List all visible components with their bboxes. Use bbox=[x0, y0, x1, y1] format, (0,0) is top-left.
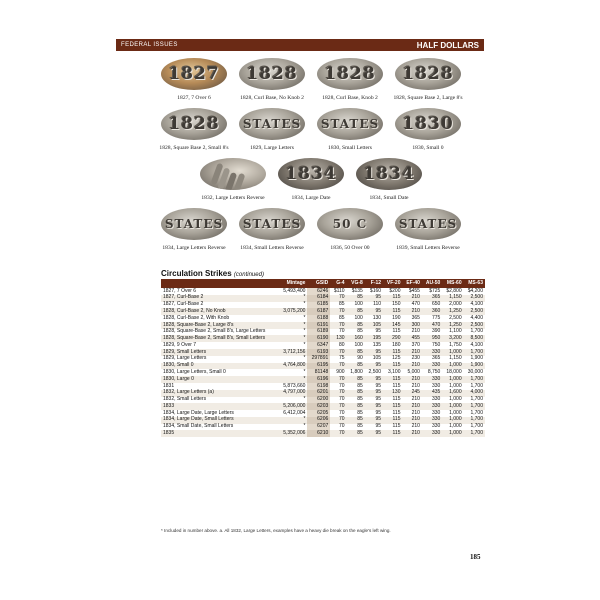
coin-image-1827: 1827 bbox=[161, 58, 227, 90]
price-cell: 330 bbox=[422, 417, 442, 424]
price-cell: 115 bbox=[392, 423, 401, 430]
price-cell: 1,000 bbox=[449, 382, 462, 389]
price-cell: 85 bbox=[357, 423, 363, 430]
price-cell: 85 bbox=[357, 382, 363, 389]
price-cell: 1,000 bbox=[442, 363, 463, 370]
mintage-cell: 6,412,004 bbox=[283, 409, 306, 416]
price-cell: $200 bbox=[389, 287, 401, 294]
table-header-row bbox=[161, 279, 485, 288]
gsid-cell: 6205 bbox=[307, 410, 330, 417]
price-cell: $2,800 bbox=[446, 287, 462, 294]
gsid-cell: 6206 bbox=[307, 417, 330, 424]
price-cell: 95 bbox=[375, 328, 382, 335]
gsid-cell: 297891 bbox=[307, 356, 330, 363]
gsid-cell: 6201 bbox=[307, 390, 330, 397]
circulation-strikes-table bbox=[161, 279, 485, 437]
gsid-cell: 6207 bbox=[307, 424, 330, 431]
column-header-vf-20: VF-20 bbox=[383, 279, 402, 288]
price-cell: 85 bbox=[347, 295, 365, 302]
gsid-cell: 81148 bbox=[307, 369, 330, 376]
price-cell: 1,000 bbox=[442, 417, 463, 424]
price-cell: 85 bbox=[347, 376, 365, 383]
price-cell: 1,700 bbox=[470, 396, 483, 403]
coin-caption: 1829, Large Letters bbox=[250, 145, 294, 151]
coin-image-states: STATES bbox=[161, 208, 227, 240]
variety-cell: 1834, Large Date, Small Letters bbox=[161, 417, 278, 424]
price-cell: 95 bbox=[365, 308, 383, 315]
price-cell: 210 bbox=[403, 417, 422, 424]
variety-cell: 1827, 7 Over 6 bbox=[163, 287, 197, 294]
price-cell: 190 bbox=[392, 314, 401, 321]
gsid-cell: 6198 bbox=[307, 383, 330, 390]
price-cell: 145 bbox=[383, 322, 402, 329]
mintage-cell: * bbox=[278, 295, 307, 302]
price-cell: 1,700 bbox=[464, 430, 485, 437]
mintage-cell: * bbox=[303, 341, 306, 348]
coin-image-states: STATES bbox=[395, 208, 461, 240]
price-cell: 1,000 bbox=[449, 409, 462, 416]
variety-cell: 1829, 9 Over 7 bbox=[163, 341, 197, 348]
mintage-cell: * bbox=[303, 368, 306, 375]
price-cell: 330 bbox=[422, 376, 442, 383]
price-cell: $135 bbox=[351, 287, 363, 294]
gsid-cell: 6193 bbox=[307, 349, 330, 356]
price-cell: 70 bbox=[339, 396, 345, 403]
variety-cell: 1835 bbox=[161, 430, 278, 437]
price-cell: 85 bbox=[357, 328, 363, 335]
price-cell: 85 bbox=[339, 301, 345, 308]
price-cell: 1,750 bbox=[449, 341, 462, 348]
price-cell: 115 bbox=[392, 328, 401, 335]
mintage-cell: 3,712,156 bbox=[278, 349, 307, 356]
price-cell: 85 bbox=[347, 390, 365, 397]
gsid-cell: 6184 bbox=[307, 295, 330, 302]
price-cell: 210 bbox=[403, 349, 422, 356]
coin-caption: 1828, Square Base 2, Small 8's bbox=[159, 145, 229, 151]
price-cell: 100 bbox=[354, 341, 363, 348]
coin-image-1828: 1828 bbox=[395, 58, 461, 90]
price-cell: 1,900 bbox=[464, 363, 485, 370]
price-cell: 210 bbox=[411, 409, 420, 416]
mintage-cell: 5,352,006 bbox=[278, 430, 307, 437]
price-cell: 135 bbox=[372, 341, 382, 348]
gsid-cell: 6187 bbox=[307, 308, 330, 315]
variety-cell: 1828, Curl-Base 2, With Knob bbox=[163, 314, 230, 321]
price-cell: 95 bbox=[365, 417, 383, 424]
mintage-cell: 4,797,000 bbox=[278, 390, 307, 397]
gsid-cell: 6210 bbox=[307, 430, 330, 437]
price-cell: 4,000 bbox=[464, 390, 485, 397]
price-cell: 70 bbox=[330, 322, 346, 329]
price-cell: 1,700 bbox=[470, 328, 483, 335]
price-cell: 210 bbox=[403, 308, 422, 315]
price-cell: 4,100 bbox=[470, 341, 483, 348]
column-header-au-50: AU-50 bbox=[422, 279, 442, 288]
price-cell: 2,500 bbox=[464, 295, 485, 302]
price-cell: 70 bbox=[339, 409, 345, 416]
coin-image-eagle bbox=[200, 158, 266, 190]
mintage-cell: * bbox=[303, 423, 306, 430]
price-cell: 115 bbox=[383, 308, 402, 315]
price-cell: 115 bbox=[383, 363, 402, 370]
price-cell: 115 bbox=[383, 430, 402, 437]
variety-cell: 1830, Large 0 bbox=[161, 376, 278, 383]
price-cell: 100 bbox=[354, 314, 363, 321]
table-row bbox=[161, 430, 485, 437]
price-cell: 2,500 bbox=[464, 322, 485, 329]
footnote: * Included in number above. a. All 1832, Large Letters, examples have a heavy die break on the eagle's left wing. bbox=[161, 528, 391, 533]
coin-image-50c: 50 C bbox=[317, 208, 383, 240]
price-cell: 3,100 bbox=[387, 368, 401, 375]
price-cell: 70 bbox=[330, 390, 346, 397]
price-cell: 70 bbox=[330, 308, 346, 315]
price-cell: 1,700 bbox=[464, 403, 485, 410]
price-cell: 390 bbox=[431, 328, 441, 335]
price-cell: 1,700 bbox=[470, 382, 483, 389]
mintage-cell: 5,493,400 bbox=[283, 287, 306, 294]
price-cell: 1,000 bbox=[442, 430, 463, 437]
price-cell: 95 bbox=[375, 382, 382, 389]
price-cell: 210 bbox=[411, 328, 420, 335]
coin-caption: 1830, Small Letters bbox=[328, 145, 372, 151]
price-cell: 75 bbox=[339, 355, 345, 362]
price-cell: 1,700 bbox=[464, 349, 485, 356]
mintage-cell: * bbox=[303, 396, 306, 403]
variety-cell: 1832, Large Letters (a) bbox=[161, 390, 278, 397]
price-cell: 1,000 bbox=[442, 403, 463, 410]
price-cell: 115 bbox=[383, 295, 402, 302]
price-cell: 365 bbox=[422, 295, 442, 302]
price-cell: 1,000 bbox=[449, 423, 462, 430]
price-cell: 70 bbox=[339, 328, 345, 335]
price-cell: 70 bbox=[330, 430, 346, 437]
gsid-cell: 6190 bbox=[307, 335, 330, 342]
price-cell: 85 bbox=[347, 430, 365, 437]
price-cell: 1,250 bbox=[442, 308, 463, 315]
coin-caption: 1828, Curl Base, No Knob 2 bbox=[240, 95, 304, 101]
price-cell: 105 bbox=[365, 322, 383, 329]
price-cell: 95 bbox=[375, 423, 382, 430]
table-row bbox=[161, 342, 485, 349]
coin-image-1830: 1830 bbox=[395, 108, 461, 140]
price-cell: 18,000 bbox=[446, 368, 462, 375]
price-cell: 125 bbox=[392, 355, 401, 362]
price-cell: 115 bbox=[392, 382, 401, 389]
variety-cell: 1829, Large Letters bbox=[163, 355, 207, 362]
price-cell: 8,750 bbox=[427, 368, 441, 375]
price-cell: 1,000 bbox=[442, 376, 463, 383]
page-header bbox=[116, 39, 484, 51]
price-cell: 70 bbox=[330, 376, 346, 383]
price-cell: 95 bbox=[365, 390, 383, 397]
price-cell: 3,200 bbox=[442, 335, 463, 342]
coin-caption: 1828, Square Base 2, Large 8's bbox=[393, 95, 463, 101]
price-cell: 470 bbox=[422, 322, 442, 329]
section-title bbox=[161, 269, 264, 278]
price-cell: 1,700 bbox=[470, 423, 483, 430]
price-cell: 95 bbox=[365, 349, 383, 356]
price-cell: 4,100 bbox=[470, 301, 483, 308]
price-cell: 8,500 bbox=[464, 335, 485, 342]
price-cell: 300 bbox=[403, 322, 422, 329]
price-cell: 1,700 bbox=[470, 409, 483, 416]
variety-cell: 1830, Small 0 bbox=[161, 363, 278, 370]
gsid-cell: 6200 bbox=[307, 397, 330, 404]
price-cell: 435 bbox=[422, 390, 442, 397]
price-cell: 1,600 bbox=[442, 390, 463, 397]
price-cell: 330 bbox=[431, 409, 441, 416]
price-cell: 95 bbox=[365, 403, 383, 410]
price-cell: 30,000 bbox=[467, 368, 483, 375]
mintage-cell: * bbox=[303, 314, 306, 321]
column-header-variety bbox=[161, 279, 278, 288]
mintage-cell: * bbox=[303, 328, 306, 335]
price-cell: 70 bbox=[330, 403, 346, 410]
mintage-cell: * bbox=[303, 301, 306, 308]
price-cell: 2,500 bbox=[368, 368, 382, 375]
coin-caption: 1839, Small Letters Reverse bbox=[396, 245, 460, 251]
price-cell: 160 bbox=[347, 335, 365, 342]
price-cell: 470 bbox=[411, 301, 420, 308]
price-cell: 85 bbox=[347, 403, 365, 410]
price-cell: 70 bbox=[339, 423, 345, 430]
price-cell: 230 bbox=[411, 355, 420, 362]
price-cell: 95 bbox=[365, 363, 383, 370]
price-cell: 130 bbox=[383, 390, 402, 397]
price-cell: 115 bbox=[383, 417, 402, 424]
price-cell: 70 bbox=[330, 417, 346, 424]
variety-cell: 1828, Square-Base 2, Small 8's, Small Letters bbox=[161, 335, 278, 342]
price-cell: 2,500 bbox=[464, 308, 485, 315]
price-cell: 105 bbox=[372, 355, 382, 362]
price-cell: 210 bbox=[411, 396, 420, 403]
mintage-cell: 4,764,800 bbox=[278, 363, 307, 370]
section-continued: (continued) bbox=[233, 272, 264, 278]
table-row bbox=[161, 376, 485, 383]
price-cell: 365 bbox=[411, 314, 420, 321]
coin-caption: 1827, 7 Over 6 bbox=[177, 95, 211, 101]
coin-caption: 1834, Small Date bbox=[369, 195, 409, 201]
price-cell: 210 bbox=[403, 403, 422, 410]
price-cell: 1,000 bbox=[449, 396, 462, 403]
gsid-cell: 6185 bbox=[307, 302, 330, 309]
coin-caption: 1830, Small 0 bbox=[412, 145, 444, 151]
column-header-mintage: Mintage bbox=[278, 279, 307, 288]
price-cell: 150 bbox=[392, 301, 401, 308]
price-cell: 1,800 bbox=[350, 368, 363, 375]
price-cell: 115 bbox=[383, 349, 402, 356]
price-cell: 110 bbox=[373, 301, 382, 308]
price-cell: 70 bbox=[339, 382, 345, 389]
price-cell: 2,500 bbox=[449, 314, 462, 321]
price-cell: 750 bbox=[431, 341, 441, 348]
price-cell: 115 bbox=[383, 376, 402, 383]
price-cell: 90 bbox=[357, 355, 363, 362]
price-cell: 330 bbox=[431, 423, 441, 430]
price-cell: 1,700 bbox=[464, 417, 485, 424]
variety-cell: 1828, Square-Base 2, Large 8's bbox=[161, 322, 278, 329]
price-cell: 115 bbox=[383, 403, 402, 410]
mintage-cell: 5,873,660 bbox=[283, 382, 306, 389]
gsid-cell: 6188 bbox=[307, 315, 330, 322]
price-cell: 85 bbox=[357, 409, 363, 416]
price-cell: 195 bbox=[365, 335, 383, 342]
price-cell: 210 bbox=[411, 423, 420, 430]
price-cell: 115 bbox=[392, 396, 401, 403]
price-cell: 130 bbox=[372, 314, 382, 321]
column-header-ef-40: EF-40 bbox=[403, 279, 422, 288]
variety-cell: 1831 bbox=[163, 382, 175, 389]
price-cell: 210 bbox=[403, 295, 422, 302]
price-cell: 95 bbox=[365, 430, 383, 437]
variety-cell: 1834, Small Date, Small Letters bbox=[163, 423, 234, 430]
price-cell: 85 bbox=[347, 308, 365, 315]
price-cell: 330 bbox=[431, 396, 441, 403]
coin-image-states: STATES bbox=[239, 108, 305, 140]
coin-caption: 1832, Large Letters Reverse bbox=[201, 195, 265, 201]
gsid-cell: 6196 bbox=[307, 376, 330, 383]
page-title: HALF DOLLARS bbox=[416, 40, 479, 50]
price-cell: 455 bbox=[403, 335, 422, 342]
price-cell: 2,000 bbox=[449, 301, 462, 308]
coin-image-1828: 1828 bbox=[161, 108, 227, 140]
gsid-cell: 6191 bbox=[307, 322, 330, 329]
price-cell: 245 bbox=[403, 390, 422, 397]
price-cell: 95 bbox=[375, 396, 382, 403]
variety-cell: 1829, Small Letters bbox=[161, 349, 278, 356]
mintage-cell: * bbox=[278, 376, 307, 383]
price-cell: 900 bbox=[336, 368, 345, 375]
section-title-text: Circulation Strikes bbox=[161, 269, 232, 278]
price-cell: 1,250 bbox=[442, 322, 463, 329]
mintage-cell: 3,075,200 bbox=[278, 308, 307, 315]
price-cell: 775 bbox=[431, 314, 441, 321]
price-cell: $110 bbox=[333, 287, 345, 294]
price-cell: 4,400 bbox=[470, 314, 483, 321]
price-cell: 180 bbox=[392, 341, 401, 348]
price-cell: 290 bbox=[383, 335, 402, 342]
section-label: FEDERAL ISSUES bbox=[121, 42, 178, 48]
price-cell: 1,900 bbox=[470, 355, 483, 362]
price-cell: 650 bbox=[431, 301, 441, 308]
price-cell: 80 bbox=[339, 341, 345, 348]
coin-image-1834: 1834 bbox=[356, 158, 422, 190]
price-cell: 70 bbox=[330, 349, 346, 356]
column-header-f-12: F-12 bbox=[365, 279, 383, 288]
price-cell: 115 bbox=[392, 409, 401, 416]
price-cell: 130 bbox=[330, 335, 346, 342]
column-header-vg-8: VG-8 bbox=[347, 279, 365, 288]
price-cell: 95 bbox=[365, 376, 383, 383]
coin-image-states: STATES bbox=[317, 108, 383, 140]
coin-image-states: STATES bbox=[239, 208, 305, 240]
price-cell: 95 bbox=[365, 295, 383, 302]
price-cell: 210 bbox=[403, 363, 422, 370]
coin-caption: 1834, Large Letters Reverse bbox=[162, 245, 226, 251]
price-cell: 85 bbox=[339, 314, 345, 321]
price-cell: 85 bbox=[347, 322, 365, 329]
price-cell: 370 bbox=[411, 341, 420, 348]
price-cell: 330 bbox=[422, 363, 442, 370]
mintage-cell: * bbox=[303, 355, 306, 362]
page-number: 185 bbox=[470, 553, 481, 561]
price-cell: 1,150 bbox=[442, 295, 463, 302]
variety-cell: 1827, Curl-Base 2 bbox=[161, 295, 278, 302]
price-cell: 330 bbox=[431, 382, 441, 389]
variety-cell: 1828, Curl-Base 2, No Knob bbox=[161, 308, 278, 315]
price-cell: 85 bbox=[347, 349, 365, 356]
coin-image-1834: 1834 bbox=[278, 158, 344, 190]
price-cell: 210 bbox=[403, 430, 422, 437]
price-cell: 365 bbox=[431, 355, 441, 362]
coin-image-1828: 1828 bbox=[239, 58, 305, 90]
price-cell: 1,100 bbox=[449, 328, 462, 335]
price-cell: 330 bbox=[422, 349, 442, 356]
mintage-cell: * bbox=[278, 335, 307, 342]
column-header-ms-63: MS-63 bbox=[464, 279, 485, 288]
price-cell: 70 bbox=[330, 363, 346, 370]
price-cell: 100 bbox=[354, 301, 363, 308]
column-header-gsid: GSID bbox=[307, 279, 330, 288]
price-cell: 85 bbox=[347, 363, 365, 370]
price-cell: 85 bbox=[347, 417, 365, 424]
gsid-cell: 6246 bbox=[307, 288, 330, 295]
price-cell: $4,200 bbox=[467, 287, 483, 294]
price-cell: 330 bbox=[422, 403, 442, 410]
column-header-ms-60: MS-60 bbox=[442, 279, 463, 288]
price-cell: 70 bbox=[330, 295, 346, 302]
price-cell: 95 bbox=[375, 409, 382, 416]
price-cell: 210 bbox=[411, 382, 420, 389]
coin-image-1828: 1828 bbox=[317, 58, 383, 90]
variety-cell: 1828, Square-Base 2, Small 8's, Large Letters bbox=[163, 328, 266, 335]
variety-cell: 1830, Large Letters, Small 0 bbox=[163, 368, 226, 375]
coin-caption: 1828, Curl Base, Knob 2 bbox=[322, 95, 378, 101]
price-cell: 330 bbox=[422, 430, 442, 437]
variety-cell: 1827, Curl-Base 2 bbox=[163, 301, 204, 308]
gsid-cell: 6195 bbox=[307, 363, 330, 370]
price-cell: $160 bbox=[369, 287, 382, 294]
mintage-cell: * bbox=[278, 322, 307, 329]
coin-caption: 1834, Large Date bbox=[291, 195, 331, 201]
coin-caption: 1836, 50 Over 00 bbox=[330, 245, 370, 251]
table-row bbox=[161, 315, 485, 322]
coin-caption: 1834, Small Letters Reverse bbox=[240, 245, 304, 251]
column-header-g-4: G-4 bbox=[330, 279, 346, 288]
mintage-cell: 5,206,000 bbox=[278, 403, 307, 410]
price-cell: $725 bbox=[429, 287, 441, 294]
variety-cell: 1833 bbox=[161, 403, 278, 410]
price-cell: 1,700 bbox=[464, 376, 485, 383]
price-cell: 1,000 bbox=[442, 349, 463, 356]
price-cell: $455 bbox=[408, 287, 420, 294]
gsid-cell: 6347 bbox=[307, 342, 330, 349]
price-cell: 950 bbox=[422, 335, 442, 342]
price-cell: 5,000 bbox=[407, 368, 420, 375]
gsid-cell: 6203 bbox=[307, 403, 330, 410]
mintage-cell: * bbox=[278, 417, 307, 424]
gsid-cell: 6189 bbox=[307, 329, 330, 336]
variety-cell: 1832, Small Letters bbox=[163, 396, 207, 403]
price-cell: 85 bbox=[357, 396, 363, 403]
price-cell: 1,150 bbox=[449, 355, 462, 362]
price-cell: 210 bbox=[403, 376, 422, 383]
price-cell: 360 bbox=[422, 308, 442, 315]
variety-cell: 1834, Large Date, Large Letters bbox=[163, 409, 234, 416]
